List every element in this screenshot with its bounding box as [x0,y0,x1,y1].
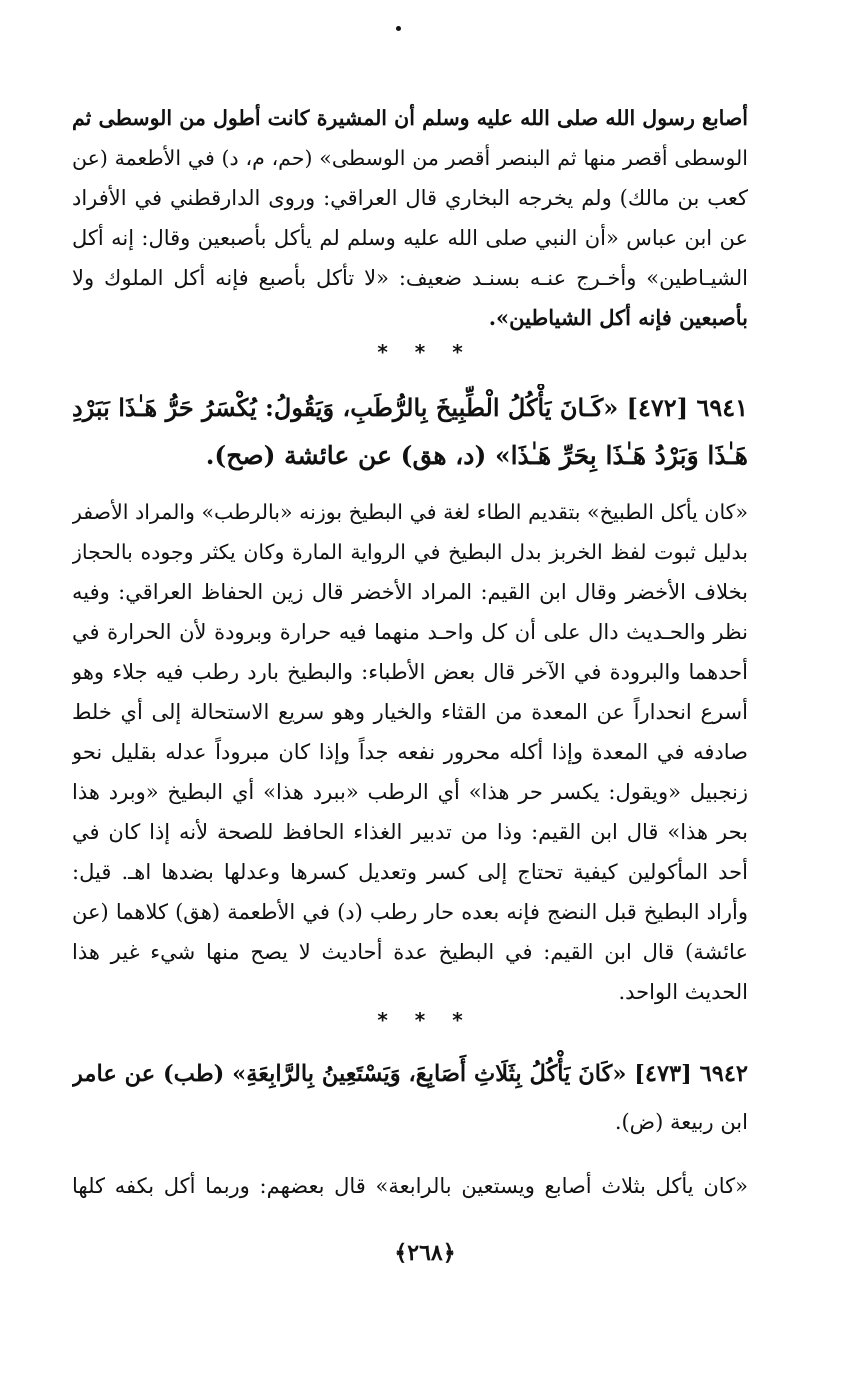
text-line: الشيـاطين» وأخـرج عنـه بسنـد ضعيف: «لا تأكل بأصبع فإنه أكل الملوك ولا [72,266,748,290]
hadith-6941 [72,384,748,480]
commentary-6941 [72,492,748,1012]
text-line: بحر هذا» قال ابن القيم: وذا من تدبير الغذاء الحافظ للصحة لأنه إذا كان في [72,820,748,844]
text-line: زنجبيل «ويقول: يكسر حر هذا» أي الرطب «ببرد هذا» أي البطيخ «وبرد هذا [72,780,748,804]
text-line: أسرع انحداراً عن المعدة من القثاء والخيار وهو سريع الاستحالة إلى أي خلط [72,700,748,724]
commentary-6942 [72,1166,748,1206]
text-line: عائشة) قال ابن القيم: في البطيخ عدة أحاديث لا يصح منها شيء غير هذا [72,940,748,964]
section-separator: * * * [377,340,473,364]
text-line: بدليل ثبوت لفظ الخربز بدل البطيخ في الرواية المارة وكان يكثر وجوده بالحجاز [72,540,748,564]
hadith-line: هَـٰذَا وَبَرْدُ هَـٰذَا بِحَرِّ هَـٰذَا» (د، هق) عن عائشة (صح). [205,441,748,470]
text-line: أصابع رسول الله صلى الله عليه وسلم أن المشيرة كانت أطول من الوسطى ثم [72,106,748,130]
text-line: «كان يأكل الطبيخ» بتقديم الطاء لغة في البطيخ بوزنه «بالرطب» والمراد الأصفر [72,500,748,524]
hadith-line: ٦٩٤١ [٤٧٢] «كَـانَ يَأْكُلُ الْطِّبِيخَ بِالرُّطَبِ، وَيَقُولُ: يُكْسَرُ حَرُّ هَـٰذَا بَبَرْدِ [72,393,748,422]
text-line: الحديث الواحد. [618,980,748,1004]
top-paragraph [72,98,748,338]
text-line: أحد المأكولين كيفية تحتاج إلى كسر وتعديل كسرها وعدلها بضدها اهـ. قيل: [72,860,748,884]
hadith-line: ٦٩٤٢ [٤٧٣] «كَانَ يَأْكُلُ بِثَلَاثِ أَصَابِعَ، وَيَسْتَعِينُ بِالرَّابِعَةِ» (طب) عن عامر [72,1061,748,1087]
hadith-line: ابن ربيعة (ض). [614,1110,748,1134]
hadith-6942 [72,1050,748,1146]
section-separator: * * * [377,1008,473,1032]
text-line: عن ابن عباس «أن النبي صلى الله عليه وسلم لم يأكل بأصبعين وقال: إنه أكل [72,226,748,250]
text-line: صادفه في المعدة وإذا أكله محرور نفعه جداً وإذا كان مبروداً عدله بقليل نحو [72,740,748,764]
text-line: «كان يأكل بثلاث أصابع ويستعين بالرابعة» قال بعضهم: وربما أكل بكفه كلها [72,1174,748,1198]
text-line: أحدهما والبرودة في الآخر قال بعض الأطباء: والبطيخ بارد رطب فيه جلاء وهو [72,660,748,684]
top-dot-mark [396,26,401,31]
text-line: بخلاف الأخضر وقال ابن القيم: المراد الأخضر قال زين الحفاظ العراقي: وفيه [72,580,748,604]
page-number: ﴿٢٦٨﴾ [394,1240,456,1266]
text-line: كعب بن مالك) ولم يخرجه البخاري قال العراقي: وروى الدارقطني في الأفراد [72,186,748,210]
text-line: الوسطى أقصر منها ثم البنصر أقصر من الوسطى» (حم، م، د) في الأطعمة (عن [72,146,748,170]
text-line: بأصبعين فإنه أكل الشياطين». [488,305,748,330]
text-line: نظر والحـديث دال على أن كل واحـد منهما فيه حرارة وبرودة لأن الحرارة في [72,620,748,644]
text-line: وأراد البطيخ قبل النضج فإنه بعده حار رطب (د) في الأطعمة (هق) كلاهما (عن [72,900,748,924]
